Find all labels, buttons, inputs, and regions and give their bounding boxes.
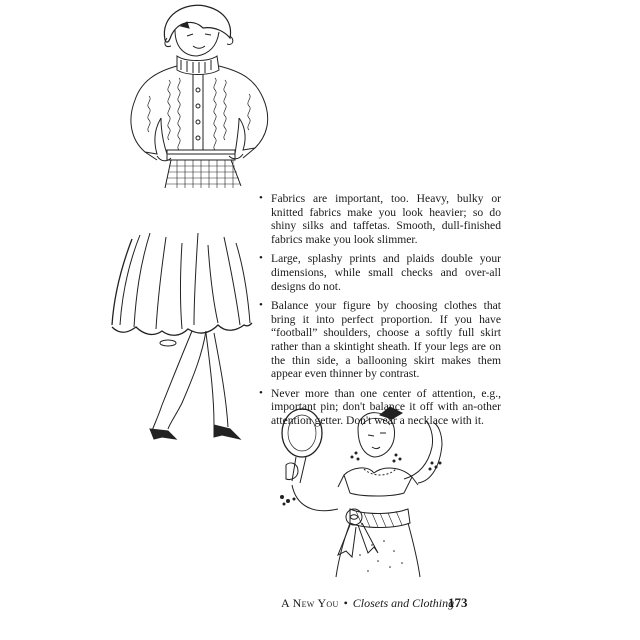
- bullet-dot-icon: •: [259, 252, 263, 265]
- bullet-text: Never more than one center of attention, e.g., important pin; don't balance it off with an-other attention getter. Don't wear a necklace with it.: [271, 386, 501, 427]
- page-footer: [0, 596, 640, 616]
- footer-separator: •: [343, 596, 348, 610]
- bullet-item-attention: [257, 387, 501, 428]
- sweater-figure-illustration: [105, 0, 280, 190]
- bullet-dot-icon: •: [259, 299, 263, 312]
- bullet-text: Large, splashy prints and plaids double your dimensions, while small checks and over-all designs do not.: [271, 252, 501, 293]
- running-footer: [281, 596, 454, 611]
- skirt-legs-illustration: [110, 225, 260, 445]
- bullet-dot-icon: •: [259, 386, 263, 399]
- bullet-item-balance: [257, 299, 501, 381]
- page-number: 173: [448, 595, 468, 610]
- bullet-list: [257, 192, 501, 434]
- bullet-item-prints: [257, 252, 501, 293]
- bullet-text: Balance your figure by choosing clothes that bring it into perfect proportion. If you have “football” shoulders, choose a softly full skirt rather than a skintight sheath. If your legs are on the thin side, a ballooning skirt makes them appear even thinner by contrast.: [271, 299, 501, 381]
- bullet-dot-icon: •: [259, 192, 263, 204]
- chapter-title: Closets and Clothing: [352, 596, 455, 610]
- bullet-text: Fabrics are important, too. Heavy, bulky or knitted fabrics make you look heavier; so do shiny silks and taffetas. Smooth, dull-finished fabrics make you look slimmer.: [271, 192, 501, 246]
- book-title: A New You: [281, 596, 339, 610]
- bullet-item-fabrics: [257, 192, 501, 246]
